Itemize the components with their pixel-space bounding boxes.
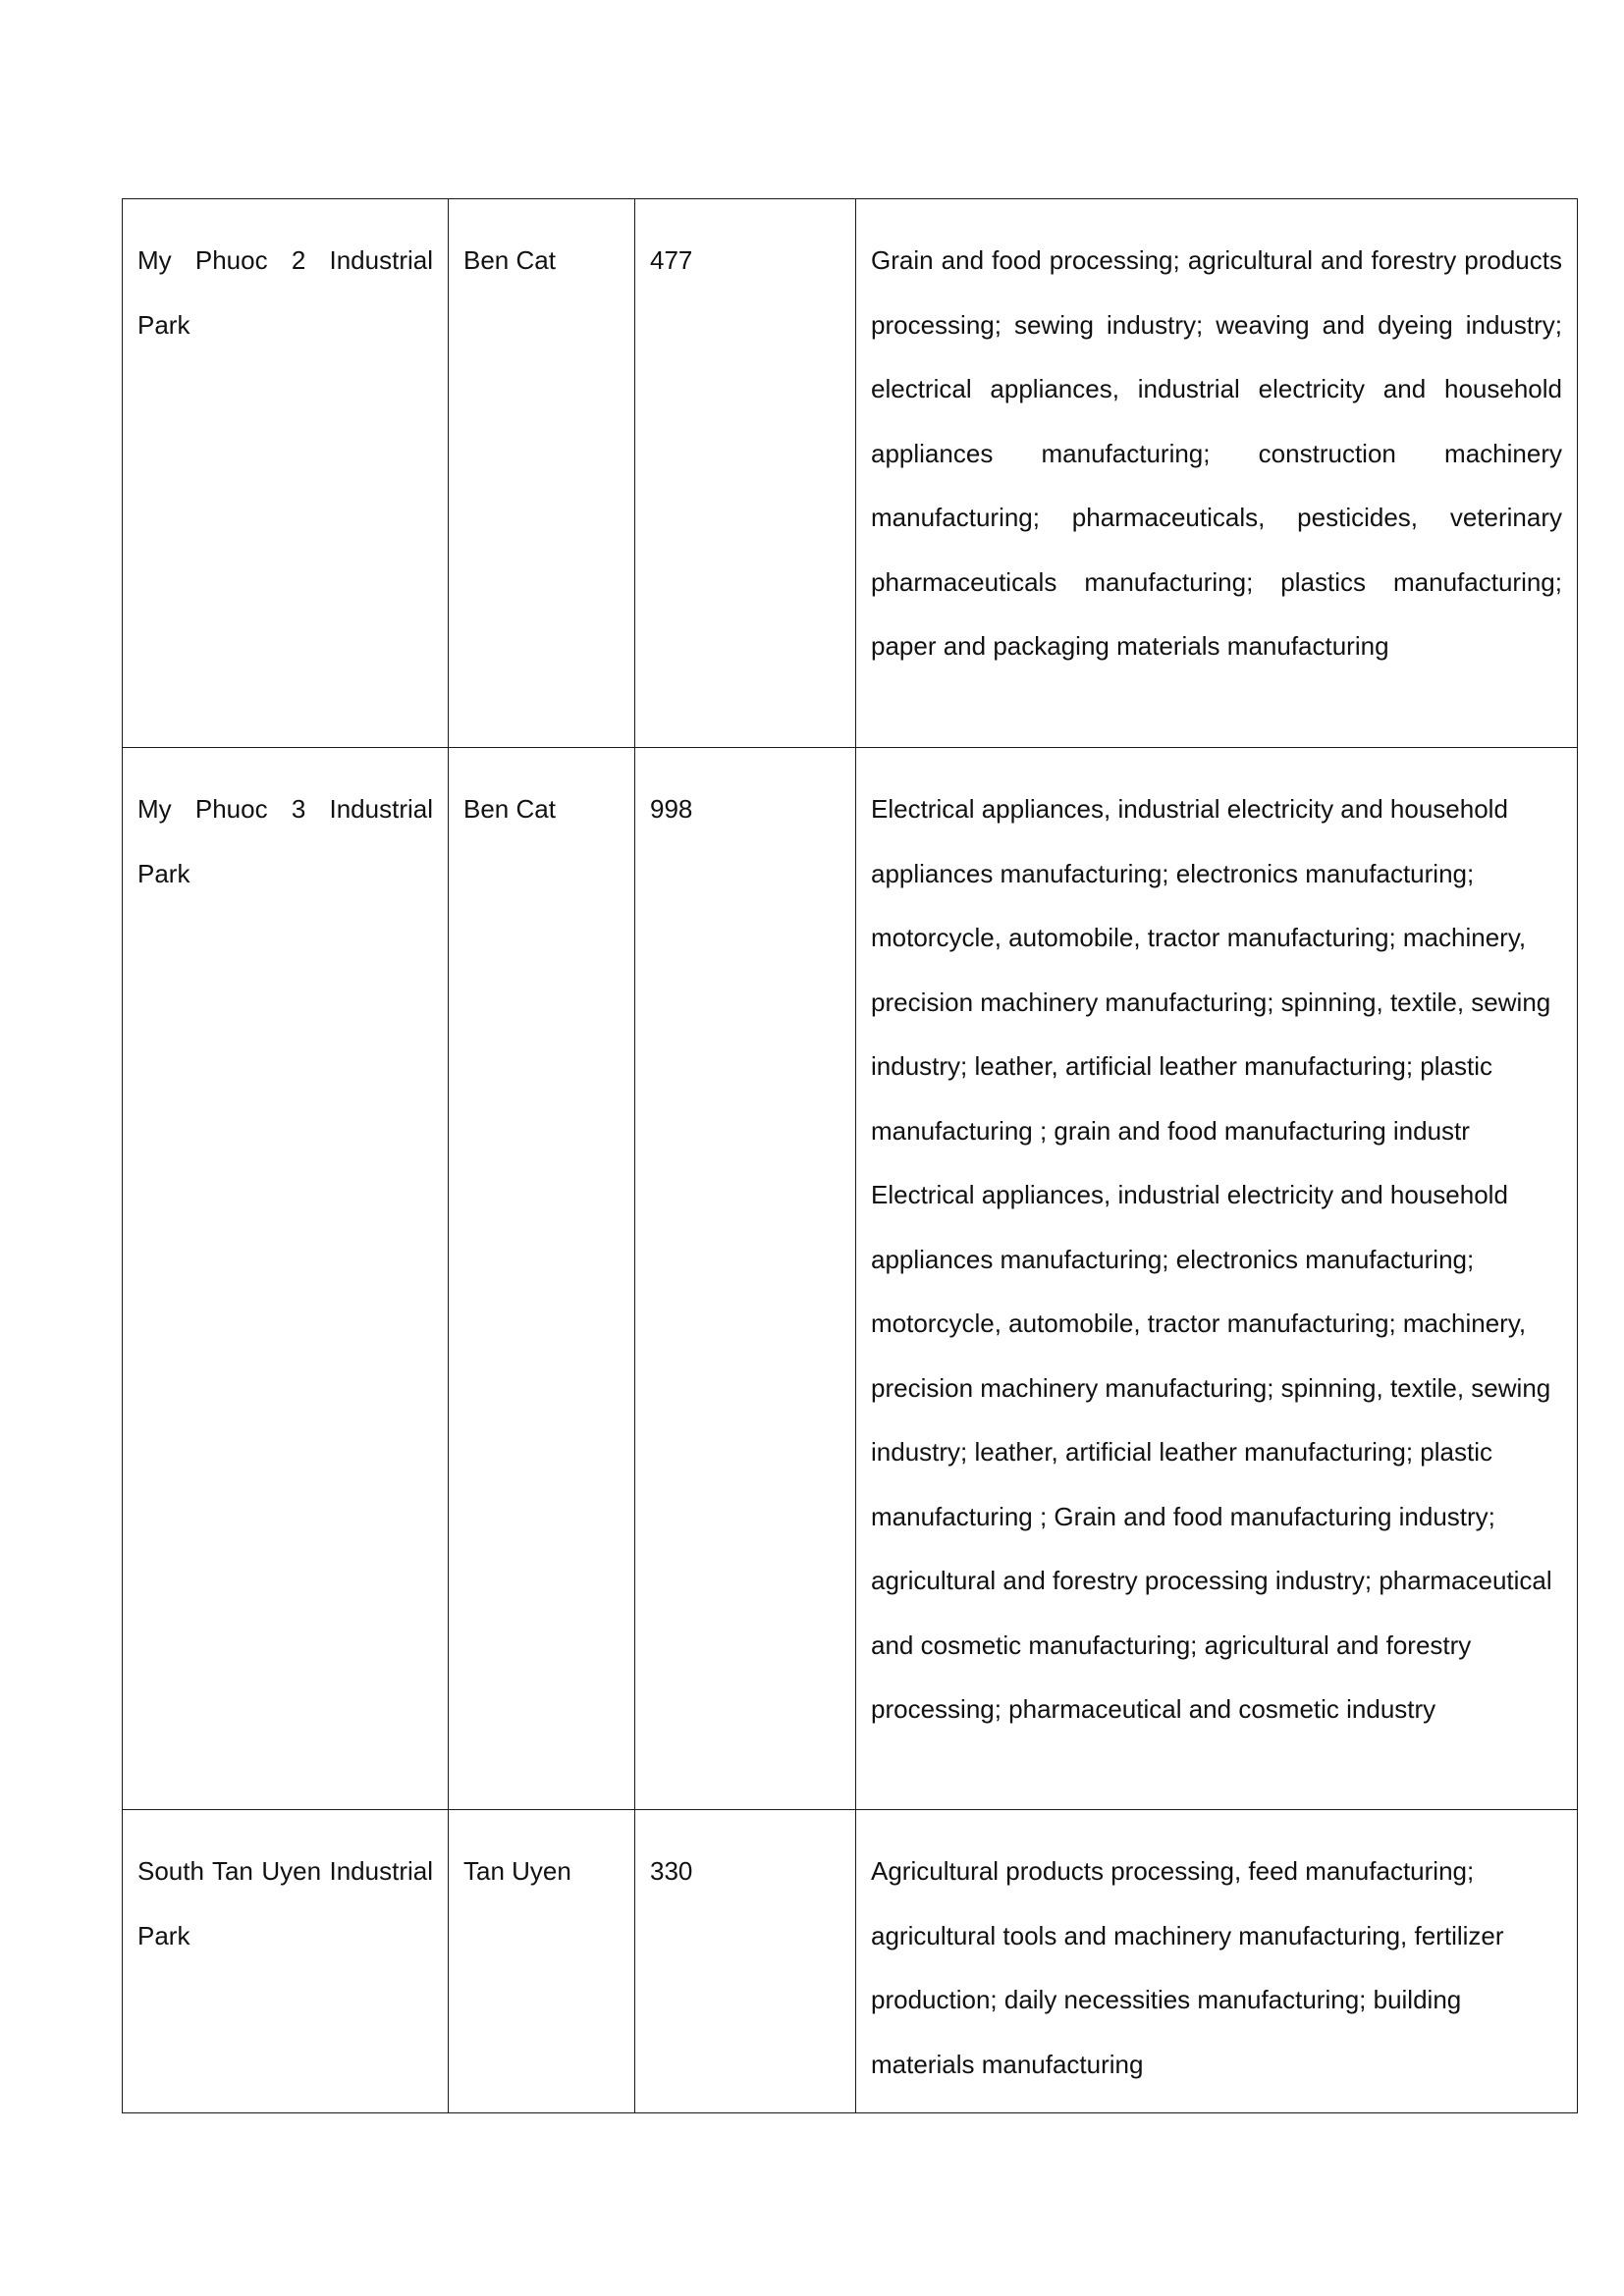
park-name-cell: My Phuoc 2 Industrial Park [123,199,449,748]
table-row [123,748,1578,1810]
industries-cell: Grain and food processing; agricultural and forestry products processing; sewing industry; weaving and dyeing industry; electrical appliances, industrial electricity and household appliances manufacturing; construction machinery manufacturing; pharmaceuticals, pesticides, veterinary pharmaceuticals manufacturing; plastics manufacturing; paper and packaging materials manufacturing [856,199,1578,748]
area-cell: 330 [635,1810,856,2113]
industries-cell: Electrical appliances, industrial electricity and household appliances manufacturing; electronics manufacturing; motorcycle, automobile, tractor manufacturing; machinery, precision machinery manufacturing; spinning, textile, sewing industry; leather, artificial leather manufacturing; plastic manufacturing ; grain and food manufacturing industr Electrical appliances, industrial electricity and household appliances manufacturing; electronics manufacturing; motorcycle, automobile, tractor manufacturing; machinery, precision machinery manufacturing; spinning, textile, sewing industry; leather, artificial leather manufacturing; plastic manufacturing ; Grain and food manufacturing industry; agricultural and forestry processing industry; pharmaceutical and cosmetic manufacturing; agricultural and forestry processing; pharmaceutical and cosmetic industry [856,748,1578,1810]
location-cell: Ben Cat [449,748,635,1810]
table-row [123,199,1578,748]
area-cell: 998 [635,748,856,1810]
table-row [123,1810,1578,2113]
area-cell: 477 [635,199,856,748]
industrial-parks-table [122,198,1578,2113]
park-name-cell: South Tan Uyen Industrial Park [123,1810,449,2113]
location-cell: Tan Uyen [449,1810,635,2113]
location-cell: Ben Cat [449,199,635,748]
park-name-cell: My Phuoc 3 Industrial Park [123,748,449,1810]
industries-cell: Agricultural products processing, feed manufacturing; agricultural tools and machinery manufacturing, fertilizer production; daily necessities manufacturing; building materials manufacturing [856,1810,1578,2113]
